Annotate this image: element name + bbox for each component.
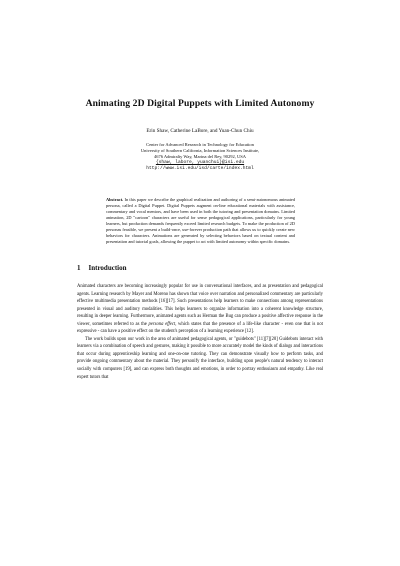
affiliation-line: University of Southern California, Information Sciences Institute, <box>140 147 260 153</box>
paragraph-text: , which states that the presence of a life-like character - even one that is not expressive - can have a positive effect on the student's perception of a learning experience [12]. <box>77 321 323 335</box>
affiliation-block <box>0 142 400 172</box>
paper-title: Animating 2D Digital Puppets with Limited Autonomy <box>85 98 315 109</box>
paragraph: The work builds upon our work in the area of animated pedagogical agents, or "guidebots" [11][7][20] Guidebots interact with learners via a combination of speech and gestures, making it possible to more accurately model the kinds of dialogs and interactions that occur during apprenticeship learning and one-on-one tutoring. They can demonstrate visually how to perform tasks, and provide ongoing commentary about the material. They personify the interface, building upon people's natural tendency to interact socially with computers [19], and can express both thoughts and emotions, in order to portray enthusiasm and empathy. Like real expert tutors that <box>77 336 323 380</box>
paragraph-text: Animated characters are becoming increasingly popular for use in conversational interfaces, and as presentation and pedagogical agents. Learning research by Mayer and Moreno has shown that voice over narration and personalized commentary are particularly effective multimedia presentation methods [16][17]. Such presentations help learners to make connections among representations presented in visual and auditory modalities. This helps learners to organize information into a coherent knowledge structure, resulting in deeper learning. Furthermore, animated agents such as Herman the Bug can produce a positive affective response in the viewer, sometimes referred to as the <box>77 284 323 327</box>
section-title: Introduction <box>88 264 127 272</box>
abstract-label: Abstract. <box>106 197 124 202</box>
affiliation-line: 4676 Admiralty Way, Marina del Rey, 90292, USA <box>154 153 246 159</box>
section-heading <box>77 264 127 272</box>
paper-authors: Erin Shaw, Catherine LaBore, and Yuan-Chun Chiu <box>146 128 254 134</box>
project-url-link[interactable]: http://www.isi.edu/isd/carte/index.html <box>146 165 254 171</box>
abstract <box>106 197 295 245</box>
affiliation-line: Center for Advanced Research in Technology for Education <box>146 142 254 147</box>
body-text <box>77 283 323 381</box>
paragraph <box>77 283 323 336</box>
emphasis-term: persona effect <box>148 321 176 327</box>
abstract-text: In this paper we describe the graphical realization and authoring of a semi-autonomous animated persona, called a Digital Puppet. Digital Puppets augment on-line educational materials with assistance, commentary and vocal mentors, and have been used in both the tutoring and presentation domains. Limited animation, 2D "cartoon" characters are useful for sense pedagogical applications, particularly for young learners, but production demands frequently exceed limited research budgets. To make the production of 2D personas feasible, we present a build-once, use-forever production path that allows us to quickly create new behaviors for characters. Animations are generated by selecting behaviors based on textual content and presentation and tutorial goals, allowing the puppet to act with limited autonomy within specific domains. <box>106 197 295 244</box>
email-link[interactable]: {shaw, labore, yuanchui}@isi.edu <box>155 159 245 165</box>
section-number: 1 <box>77 264 81 272</box>
